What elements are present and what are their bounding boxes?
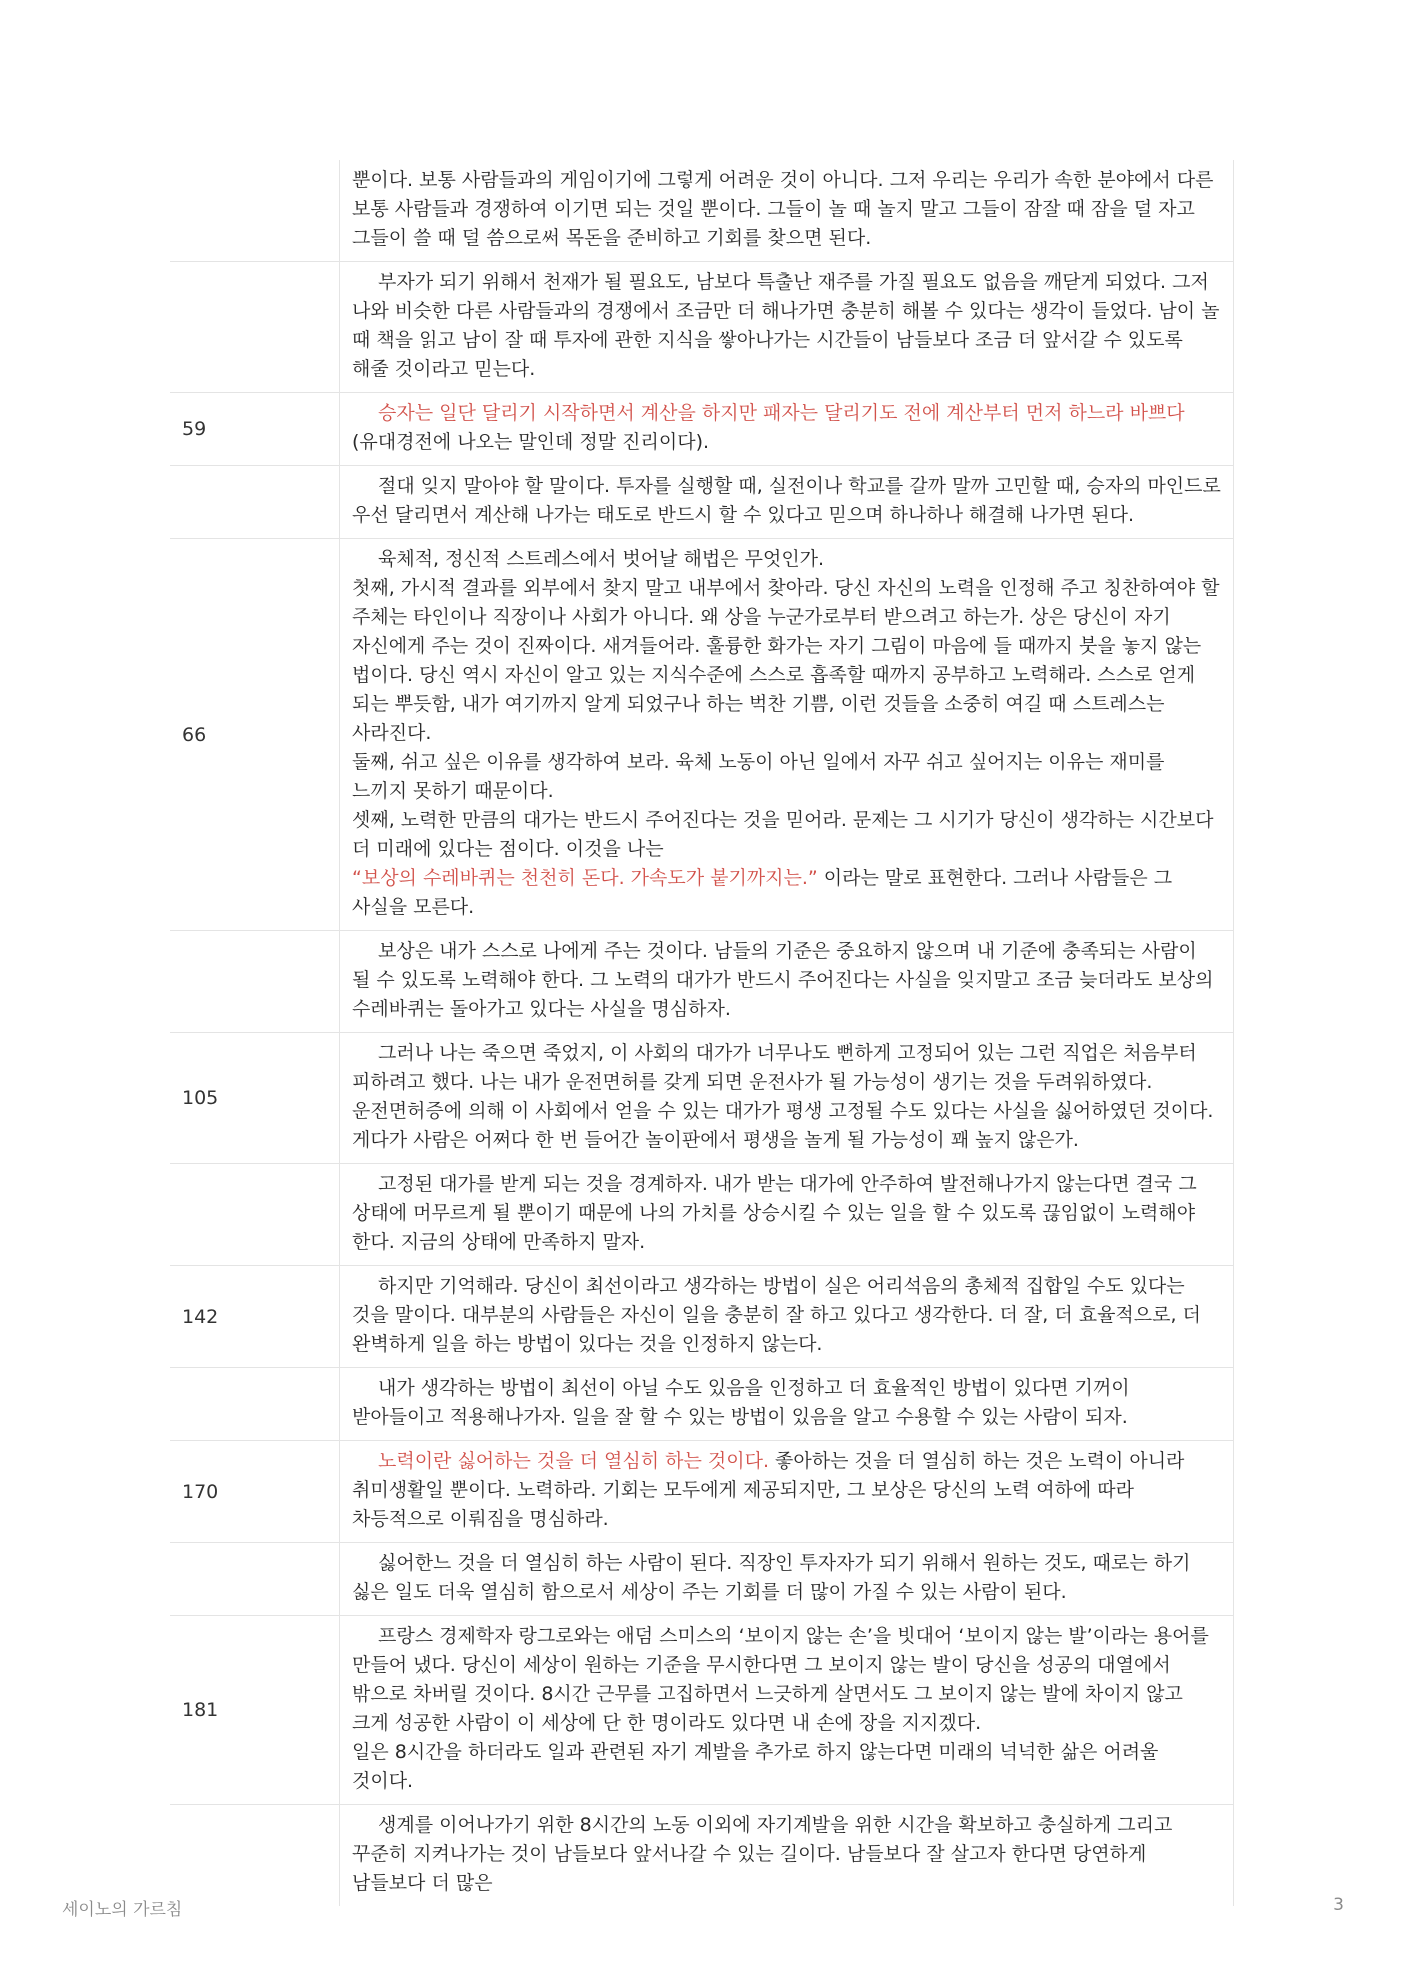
text-run: 하지만 기억해라. 당신이 최선이라고 생각하는 방법이 실은 어리석음의 총체적 집합일 수도 있다는 것을 말이다. 대부분의 사람들은 자신이 일을 충분히 잘 하고 있다고 생각한다. 더 잘, 더 효율적으로, 더 완벽하게 일을 하는 방법이 있다는 것을 인정하지 않는다. bbox=[352, 1275, 1201, 1355]
highlighted-quote: 승자는 일단 달리기 시작하면서 계산을 하지만 패자는 달리기도 전에 계산부터 먼저 하느라 바쁘다 bbox=[378, 402, 1185, 424]
text-run: 내가 생각하는 방법이 최선이 아닐 수도 있음을 인정하고 더 효율적인 방법이 있다면 기꺼이 받아들이고 적용해나가자. 일을 잘 할 수 있는 방법이 있음을 알고 수용할 수 있는 사람이 되자. bbox=[352, 1377, 1130, 1428]
text-run: 고정된 대가를 받게 되는 것을 경계하자. 내가 받는 대가에 안주하여 발전해나가지 않는다면 결국 그 상태에 머무르게 될 뿐이기 때문에 나의 가치를 상승시킬 수 있는 일을 할 수 있도록 끊임없이 노력해야 한다. 지금의 상태에 만족하지 말자. bbox=[352, 1173, 1197, 1253]
page-number-cell bbox=[170, 1164, 340, 1265]
paragraph bbox=[352, 166, 1221, 253]
paragraph bbox=[352, 864, 1221, 922]
text-cell bbox=[340, 1266, 1234, 1367]
page-number-cell bbox=[170, 931, 340, 1032]
text-run: 싫어한느 것을 더 열심히 하는 사람이 된다. 직장인 투자자가 되기 위해서 원하는 것도, 때로는 하기 싫은 일도 더욱 열심히 함으로서 세상이 주는 기회를 더 많이 가질 수 있는 사람이 된다. bbox=[352, 1552, 1191, 1603]
page-number-cell bbox=[170, 262, 340, 392]
paragraph bbox=[352, 806, 1221, 864]
page-number-cell: 170 bbox=[170, 1441, 340, 1542]
page-number-cell bbox=[170, 466, 340, 538]
table-row bbox=[170, 262, 1234, 393]
text-run: 절대 잊지 말아야 할 말이다. 투자를 실행할 때, 실전이나 학교를 갈까 말까 고민할 때, 승자의 마인드로 우선 달리면서 계산해 나가는 태도로 반드시 할 수 있다고 믿으며 하나하나 해결해 나가면 된다. bbox=[352, 475, 1221, 526]
paragraph bbox=[352, 1272, 1221, 1359]
paragraph bbox=[352, 1170, 1221, 1257]
text-run: 일은 8시간을 하더라도 일과 관련된 자기 계발을 추가로 하지 않는다면 미래의 넉넉한 삶은 어려울 것이다. bbox=[352, 1741, 1159, 1792]
paragraph bbox=[352, 545, 1221, 574]
paragraph bbox=[352, 1811, 1221, 1898]
paragraph bbox=[352, 472, 1221, 530]
page-number-cell: 142 bbox=[170, 1266, 340, 1367]
text-cell bbox=[340, 931, 1234, 1032]
page-number-cell: 59 bbox=[170, 393, 340, 465]
table-row bbox=[170, 1368, 1234, 1441]
notes-table bbox=[170, 160, 1234, 1906]
table-row bbox=[170, 1441, 1234, 1543]
paragraph bbox=[352, 1039, 1221, 1155]
text-cell bbox=[340, 1616, 1234, 1804]
text-run: 뿐이다. 보통 사람들과의 게임이기에 그렇게 어려운 것이 아니다. 그저 우리는 우리가 속한 분야에서 다른 보통 사람들과 경쟁하여 이기면 되는 것일 뿐이다. 그들이 놀 때 놀지 말고 그들이 잠잘 때 잠을 덜 자고 그들이 쓸 때 덜 씀으로써 목돈을 준비하고 기회를 찾으면 된다. bbox=[352, 169, 1214, 249]
page-number-cell bbox=[170, 1543, 340, 1615]
text-cell bbox=[340, 393, 1234, 465]
footer-page-number: 3 bbox=[1333, 1895, 1344, 1915]
text-run: 첫째, 가시적 결과를 외부에서 찾지 말고 내부에서 찾아라. 당신 자신의 노력을 인정해 주고 칭찬하여야 할 주체는 타인이나 직장이나 사회가 아니다. 왜 상을 누군가로부터 받으려고 하는가. 상은 당신이 자기 자신에게 주는 것이 진짜이다. 새겨들어라. 훌륭한 화가는 자기 그림이 마음에 들 때까지 붓을 놓지 않는 법이다. 당신 역시 자신이 알고 있는 지식수준에 스스로 흡족할 때까지 공부하고 노력해라. 스스로 얻게 되는 뿌듯함, 내가 여기까지 알게 되었구나 하는 벅찬 기쁨, 이런 것들을 소중히 여길 때 스트레스는 사라진다. bbox=[352, 577, 1220, 744]
table-row bbox=[170, 1164, 1234, 1266]
text-cell bbox=[340, 1543, 1234, 1615]
text-run: 셋째, 노력한 만큼의 대가는 반드시 주어진다는 것을 믿어라. 문제는 그 시기가 당신이 생각하는 시간보다 더 미래에 있다는 점이다. 이것을 나는 bbox=[352, 809, 1214, 860]
table-row bbox=[170, 1805, 1234, 1906]
table-row bbox=[170, 466, 1234, 539]
text-cell bbox=[340, 539, 1234, 930]
text-run: 부자가 되기 위해서 천재가 될 필요도, 남보다 특출난 재주를 가질 필요도 없음을 깨닫게 되었다. 그저 나와 비슷한 다른 사람들과의 경쟁에서 조금만 더 해나가면 충분히 해볼 수 있다는 생각이 들었다. 남이 놀 때 책을 읽고 남이 잘 때 투자에 관한 지식을 쌓아나가는 시간들이 남들보다 조금 더 앞서갈 수 있도록 해줄 것이라고 믿는다. bbox=[352, 271, 1220, 380]
page-number-cell bbox=[170, 1805, 340, 1906]
text-cell bbox=[340, 1805, 1234, 1906]
text-run: 프랑스 경제학자 랑그로와는 애덤 스미스의 ‘보이지 않는 손’을 빗대어 ‘보이지 않는 발’이라는 용어를 만들어 냈다. 당신이 세상이 원하는 기준을 무시한다면 그 보이지 않는 발이 당신을 성공의 대열에서 밖으로 차버릴 것이다. 8시간 근무를 고집하면서 느긋하게 살면서도 그 보이지 않는 발에 차이지 않고 크게 성공한 사람이 이 세상에 단 한 명이라도 있다면 내 손에 장을 지지겠다. bbox=[352, 1625, 1209, 1734]
highlighted-quote: “보상의 수레바퀴는 천천히 돈다. 가속도가 붙기까지는.” bbox=[352, 867, 818, 889]
page-number-cell: 66 bbox=[170, 539, 340, 930]
text-cell bbox=[340, 1164, 1234, 1265]
text-run: 그러나 나는 죽으면 죽었지, 이 사회의 대가가 너무나도 뻔하게 고정되어 있는 그런 직업은 처음부터 피하려고 했다. 나는 내가 운전면허를 갖게 되면 운전사가 될 가능성이 생기는 것을 두려워하였다. 운전면허증에 의해 이 사회에서 얻을 수 있는 대가가 평생 고정될 수도 있다는 사실을 싫어하였던 것이다. 게다가 사람은 어쩌다 한 번 들어간 놀이판에서 평생을 놀게 될 가능성이 꽤 높지 않은가. bbox=[352, 1042, 1214, 1151]
highlighted-quote: 노력이란 싫어하는 것을 더 열심히 하는 것이다. bbox=[378, 1450, 770, 1472]
text-run: 보상은 내가 스스로 나에게 주는 것이다. 남들의 기준은 중요하지 않으며 내 기준에 충족되는 사람이 될 수 있도록 노력해야 한다. 그 노력의 대가가 반드시 주어진다는 사실을 잊지말고 조금 늦더라도 보상의 수레바퀴는 돌아가고 있다는 사실을 명심하자. bbox=[352, 940, 1214, 1020]
text-cell bbox=[340, 1441, 1234, 1542]
table-row bbox=[170, 1543, 1234, 1616]
table-row bbox=[170, 393, 1234, 466]
table-row bbox=[170, 539, 1234, 931]
table-row bbox=[170, 931, 1234, 1033]
text-cell bbox=[340, 262, 1234, 392]
paragraph bbox=[352, 1549, 1221, 1607]
table-row bbox=[170, 1266, 1234, 1368]
text-run: 생계를 이어나가기 위한 8시간의 노동 이외에 자기계발을 위한 시간을 확보하고 충실하게 그리고 꾸준히 지켜나가는 것이 남들보다 앞서나갈 수 있는 길이다. 남들보다 잘 살고자 한다면 당연하게 남들보다 더 많은 bbox=[352, 1814, 1173, 1894]
table-row bbox=[170, 1616, 1234, 1805]
page-number-cell bbox=[170, 160, 340, 261]
table-row bbox=[170, 160, 1234, 262]
paragraph bbox=[352, 748, 1221, 806]
page-number-cell: 181 bbox=[170, 1616, 340, 1804]
paragraph bbox=[352, 399, 1221, 457]
paragraph bbox=[352, 1447, 1221, 1534]
text-cell bbox=[340, 160, 1234, 261]
paragraph bbox=[352, 1374, 1221, 1432]
paragraph bbox=[352, 574, 1221, 748]
text-cell bbox=[340, 1033, 1234, 1163]
footer-book-title: 세이노의 가르침 bbox=[62, 1900, 183, 1920]
page-number-cell: 105 bbox=[170, 1033, 340, 1163]
text-cell bbox=[340, 466, 1234, 538]
paragraph bbox=[352, 268, 1221, 384]
text-run: 좋아하는 것을 더 열심히 하는 것은 노력이 아니라 취미생활일 뿐이다. 노력하라. 기회는 모두에게 제공되지만, 그 보상은 당신의 노력 여하에 따라 차등적으로 이뤄짐을 명심하라. bbox=[352, 1450, 1185, 1530]
text-run: 이라는 말로 표현한다. 그러나 사람들은 그 사실을 모른다. bbox=[352, 867, 1173, 918]
table-row bbox=[170, 1033, 1234, 1164]
paragraph bbox=[352, 937, 1221, 1024]
paragraph bbox=[352, 1622, 1221, 1738]
text-run: 둘째, 쉬고 싶은 이유를 생각하여 보라. 육체 노동이 아닌 일에서 자꾸 쉬고 싶어지는 이유는 재미를 느끼지 못하기 때문이다. bbox=[352, 751, 1165, 802]
text-run: (유대경전에 나오는 말인데 정말 진리이다). bbox=[352, 431, 710, 453]
text-run: 육체적, 정신적 스트레스에서 벗어날 해법은 무엇인가. bbox=[378, 548, 825, 570]
paragraph bbox=[352, 1738, 1221, 1796]
page-number-cell bbox=[170, 1368, 340, 1440]
text-cell bbox=[340, 1368, 1234, 1440]
